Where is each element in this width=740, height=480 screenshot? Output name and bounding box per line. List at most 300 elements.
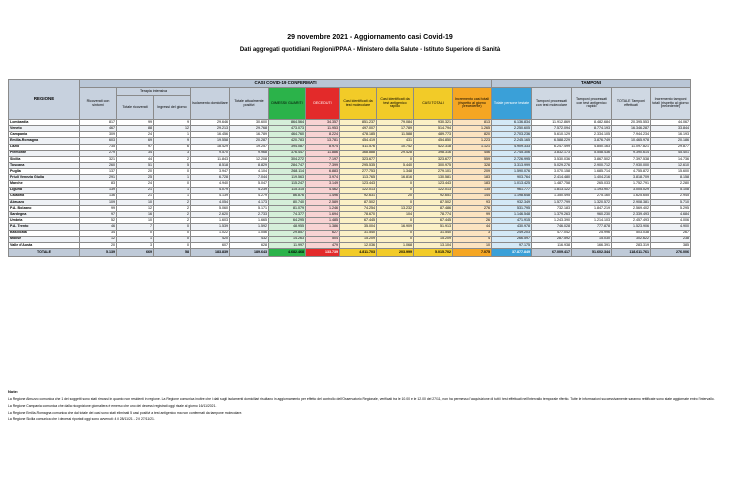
table-cell: 932.349 [492,199,532,205]
table-cell: 74.254 [340,205,377,211]
table-cell: 1.246 [306,205,340,211]
table-cell: 9 [154,138,191,144]
table-cell: 19.558 [191,138,230,144]
table-cell: 109 [80,199,117,205]
table-cell: 607 [191,242,230,248]
table-cell: 144 [453,193,492,199]
table-cell: 279.101 [414,169,453,175]
table-cell: 0 [154,169,191,175]
totals-cell: 4.811.703 [340,248,377,256]
table-cell: 603 [80,138,117,144]
table-cell: 420 [191,236,230,242]
totals-cell: 58 [154,248,191,256]
table-cell: 86.876 [269,193,306,199]
table-cell: 4.239 [230,187,269,193]
table-cell: 16.789 [230,132,269,138]
table-cell: 1.121 [453,144,492,150]
table-cell: 6.247.499 [532,144,572,150]
table-cell: 1.603 [191,218,230,224]
header-total-cases: CASI TOTALI [414,88,453,120]
table-cell: 628 [230,242,269,248]
table-cell: 2.250.605 [492,126,532,132]
totals-cell: 183.839 [191,248,230,256]
table-cell: 5.171 [230,205,269,211]
table-cell: 4.054 [191,199,230,205]
notes-label: Note: [8,389,19,394]
region-name: Friuli Venezia Giulia [9,175,80,181]
table-cell: 514.794 [414,126,453,132]
table-cell: 67.445 [414,218,453,224]
table-cell: 4.279 [230,193,269,199]
table-cell: 1 [154,132,191,138]
table-cell: 2 [154,205,191,211]
table-cell: 97.175 [492,242,532,248]
table-cell: 422.318 [414,144,453,150]
table-cell: 21 [117,187,154,193]
table-cell: 87.486 [414,205,453,211]
table-cell: 2 [154,212,191,218]
table-cell: 4 [453,236,492,242]
table-cell: 464.760 [269,132,306,138]
table-cell: 11.886 [306,150,340,156]
table-cell: 74.377 [269,212,306,218]
table-cell: 503.038 [612,230,651,236]
header-home-isolation: Isolamento domiciliare [191,88,230,120]
table-cell: 2 [154,218,191,224]
region-name: Valle d'Aosta [9,242,80,248]
table-cell: 268.114 [269,169,306,175]
table-cell: 123.443 [340,181,377,187]
table-cell: 2.589 [306,199,340,205]
table-cell: 115.315 [269,187,306,193]
table-cell: 6 [154,144,191,150]
region-name: Sardegna [9,212,80,218]
table-cell: 0 [377,181,414,187]
table-cell: 136 [80,193,117,199]
table-cell: 1.198.648 [492,193,532,199]
table-cell: 139 [80,187,117,193]
table-cell: 903.764 [492,175,532,181]
table-cell: 16.456 [191,132,230,138]
table-cell: 961.777 [492,187,532,193]
table-cell: 15.209 [414,236,453,242]
table-cell: 2.703.236 [492,132,532,138]
table-cell: 3.974 [306,175,340,181]
table-cell: 287.592 [532,236,572,242]
table-cell: 1.685.714 [572,169,612,175]
table-cell: 732.183 [532,205,572,211]
table-cell: 20 [80,242,117,248]
table-cell: 1.068 [377,242,414,248]
table-cell: 3 [154,150,191,156]
table-cell: 960.230 [572,212,612,218]
region-name: Emilia-Romagna [9,138,80,144]
totals-cell: 118.611.761 [612,248,651,256]
table-cell: 80.740 [269,199,306,205]
table-cell: 10 [117,218,154,224]
table-cell: 2.733 [230,212,269,218]
table-cell: 432 [230,236,269,242]
totals-cell: 7.075 [453,248,492,256]
header-current-positives: Totale attualmente positivi [230,88,269,120]
header-region: REGIONE [9,80,80,120]
table-cell: 9.968 [230,150,269,156]
table-cell: 2.339.493 [612,212,651,218]
table-cell: 5.710 [651,199,691,205]
totals-cell: 67.009.417 [532,248,572,256]
table-cell: 0 [154,242,191,248]
table-cell: 44 [117,156,154,162]
table-cell: 323.677 [340,156,377,162]
note-line: La Regione Sicilia comunica che i decessi riportati oggi sono avvenuti: 4 il 28/11/21 - 2 il 27/11/21. [8,417,155,422]
header-cases-antigen: Casi identificati da test antigenico rapido [377,88,414,120]
table-cell: 7.197 [306,156,340,162]
table-cell: 1.404.216 [572,175,612,181]
table-cell: 29.768 [230,126,269,132]
table-cell: 15.600 [651,169,691,175]
table-cell: 777.878 [572,224,612,230]
totals-cell: 4.682.468 [269,248,306,256]
table-cell: 16.193 [651,132,691,138]
region-name: Lazio [9,144,80,150]
table-cell: 7.399 [306,162,340,168]
table-cell: 87.502 [414,199,453,205]
table-cell: 1.379.263 [532,212,572,218]
table-cell: 398.316 [414,150,453,156]
table-cell: 46 [80,224,117,230]
table-cell: 473.073 [269,126,306,132]
table-cell: 5.029.276 [532,162,572,168]
header-tests-antigen: Tamponi processati con test antigenico rapido [572,88,612,120]
table-cell: 0 [377,156,414,162]
table-cell: 7.572.094 [532,126,572,132]
table-cell: 183 [453,181,492,187]
table-cell: 431 [377,138,414,144]
group-header-icu: Terapia intensiva [117,88,191,96]
table-cell: 2.414.480 [532,175,572,181]
table-cell: 13.781 [306,138,340,144]
table-cell: 4.684 [651,212,691,218]
table-cell: 119.563 [269,175,306,181]
table-cell: 851.237 [340,120,377,126]
table-cell: 411.576 [340,144,377,150]
table-cell: 83 [80,181,117,187]
table-cell: 14.263 [269,236,306,242]
table-cell: 3.867.502 [572,156,612,162]
table-cell: 6.728 [191,175,230,181]
table-cell: 3.005.029 [612,187,651,193]
header-tests-molecular: Tamponi processati con test molecolare [532,88,572,120]
table-cell: 1.022 [191,230,230,236]
table-cell: 267 [651,230,691,236]
table-cell: 735 [80,144,117,150]
table-cell: 69 [117,138,154,144]
header-case-increment: Incremento casi totali (rispetto al giorno precedente) [453,88,492,120]
table-cell: 456 [453,150,492,156]
table-cell: 17.789 [377,126,414,132]
region-name: P.A. Bolzano [9,205,80,211]
table-cell: 2.280 [651,181,691,187]
table-cell: 467 [80,126,117,132]
table-cell: 3 [453,230,492,236]
header-total-tests: TOTALE Tamponi effettuati [612,88,651,120]
table-cell: 1.487.758 [532,181,572,187]
table-cell: 284.747 [269,162,306,168]
header-deceased: DECEDUTI [306,88,340,120]
table-cell: 265.033 [572,181,612,187]
table-body [9,120,691,249]
table-cell: 7.044 [230,175,269,181]
table-cell: 11.588 [377,132,414,138]
table-cell: 6.883 [306,169,340,175]
table-cell: 183 [453,175,492,181]
table-cell: 3.070.158 [532,169,572,175]
totals-label: TOTALE [9,248,80,256]
totals-cell: 203.999 [377,248,414,256]
table-cell: 99 [453,212,492,218]
table-cell: 0 [377,236,414,242]
table-cell: 34 [117,150,154,156]
table-cell: 275.160 [572,193,612,199]
table-cell: 34 [80,230,117,236]
notes-section [8,389,728,424]
table-cell: 4.850.163 [572,144,612,150]
table-cell: 1.813.122 [532,187,572,193]
table-cell: 6.588.229 [532,138,572,144]
table-cell: 51.913 [414,224,453,230]
table-cell: 1 [117,236,154,242]
header-icu-total: Totale ricoverati [117,96,154,120]
table-cell: 1.592 [230,224,269,230]
region-name: Molise [9,236,80,242]
table-cell: 20.287 [230,138,269,144]
table-cell: 559 [453,156,492,162]
table-cell: 1.590.076 [492,169,532,175]
header-persons-tested: Totale persone testate [492,88,532,120]
table-cell: 304.272 [269,156,306,162]
table-cell: 3 [117,242,154,248]
table-cell: 11.843 [191,156,230,162]
table-cell: 48.955 [269,224,306,230]
table-cell: 6.136.834 [492,120,532,126]
table-cell: 0 [117,230,154,236]
table-cell: 8.974 [306,144,340,150]
table-cell: 20.186 [651,138,691,144]
table-cell: 1.214.103 [572,218,612,224]
table-cell: 454.850 [414,138,453,144]
table-cell: 44 [453,224,492,230]
table-cell: 4.940 [191,181,230,187]
table-cell: 2 [154,199,191,205]
table-cell: 1.223 [453,138,492,144]
table-cell: 2.245.165 [492,138,532,144]
header-hospitalized-symptoms: Ricoverati con sintomi [80,88,117,120]
table-cell: 1.348 [377,169,414,175]
table-cell: 130.581 [414,175,453,181]
table-cell: 309 [80,132,117,138]
table-cell: 260 [80,162,117,168]
table-cell: 7 [117,224,154,230]
table-cell: 1.056 [230,230,269,236]
table-cell: 10.742 [377,144,414,150]
table-cell: 1.243.390 [532,218,572,224]
header-recovered: DIMESSI/ GUARITI [269,88,306,120]
table-cell: 1.523.906 [612,224,651,230]
table-cell: 4.104 [230,169,269,175]
region-name: Lombardia [9,120,80,126]
table-cell: 24 [117,132,154,138]
table-cell: 166.391 [572,242,612,248]
table-cell: 45.401 [651,150,691,156]
table-cell: 104 [377,212,414,218]
table-cell: 52 [80,218,117,224]
table-cell: 12.036 [340,242,377,248]
table-cell: 2.334.105 [572,132,612,138]
table-cell: 123.443 [414,181,453,187]
table-cell: 93 [453,199,492,205]
table-cell: 368.888 [340,150,377,156]
table-cell: 16.909 [377,224,414,230]
table-cell: 122.013 [414,187,453,193]
table-cell: 25 [117,175,154,181]
table-cell: 12 [80,236,117,242]
table-cell: 5.610.129 [532,132,572,138]
table-cell: 279 [80,150,117,156]
table-cell: 29.428 [377,150,414,156]
totals-cell: 5.015.702 [414,248,453,256]
table-cell: 3.313.999 [492,162,532,168]
table-cell: 471.915 [492,218,532,224]
table-cell: 14.736 [651,156,691,162]
region-name: Toscana [9,162,80,168]
table-cell: 238 [651,236,691,242]
covid-data-table [8,79,691,257]
table-cell: 4.173 [230,199,269,205]
table-cell: 2.569.402 [612,205,651,211]
table-cell: 12.610 [651,162,691,168]
table-cell: 137 [80,169,117,175]
table-cell: 4.909.333 [492,144,532,150]
table-cell: 1.496 [306,193,340,199]
table-cell: 504 [306,236,340,242]
table-cell: 20.395.553 [612,120,651,126]
table-cell: 26 [453,218,492,224]
table-cell: 209 [453,169,492,175]
table-cell: 135 [453,187,492,193]
table-cell: 12.208 [230,156,269,162]
table-cell: 2.726.995 [492,156,532,162]
table-cell: 7.944.234 [612,132,651,138]
table-cell: 283.319 [612,242,651,248]
table-cell: 122.013 [340,187,377,193]
table-cell: 1.350.495 [532,193,572,199]
table-cell: 67.445 [340,218,377,224]
region-name: Abruzzo [9,199,80,205]
table-cell: 1.752.791 [612,181,651,187]
totals-cell: 133.739 [306,248,340,256]
table-cell: 7.397.538 [612,156,651,162]
table-cell: 12 [154,126,191,132]
table-cell: 1.577.799 [532,199,572,205]
table-cell: 51 [117,162,154,168]
table-cell: 2.945 [651,193,691,199]
table-cell: 376.447 [269,150,306,156]
note-line: La Regione Campania comunica che dalla ricognizione giornaliera è emerso che uno dei decessi registrati oggi risale al giorno 16/11/2021. [8,403,217,408]
region-name: Puglia [9,169,80,175]
table-cell: 8.518 [191,162,230,168]
region-name: Liguria [9,187,80,193]
table-cell: 20 [377,193,414,199]
table-cell: 479 [306,242,340,248]
table-cell: 1.539 [191,224,230,230]
table-cell: 497.007 [340,126,377,132]
table-cell: 78.774 [414,212,453,218]
table-cell: 31.540 [340,230,377,236]
table-cell: 8.774.193 [572,126,612,132]
note-line: La Regione Emilia-Romagna comunica che dal totale dei casi sono stati eliminati 5 casi positivi a test antigenico ma non confermati da tampone molecolare. [8,410,243,415]
table-cell: 3.832.173 [532,150,572,156]
table-cell: 627 [306,230,340,236]
table-cell: 746.028 [532,224,572,230]
table-cell: 35.004 [340,224,377,230]
table-cell: 1.013.425 [492,181,532,187]
totals-cell: 669 [117,248,154,256]
table-cell: 1 [154,187,191,193]
table-cell: 820 [453,132,492,138]
table-cell: 9.570 [191,150,230,156]
table-cell: 1.847.219 [572,205,612,211]
table-cell: 19.257 [230,144,269,150]
region-name: Piemonte [9,150,80,156]
table-cell: 0 [377,187,414,193]
table-cell: 21 [117,193,154,199]
table-cell: 13.232 [377,205,414,211]
table-cell: 1.665 [230,218,269,224]
table-cell: 16.816 [377,175,414,181]
header-test-increment: Incremento tamponi totali (rispetto al giorno precedente) [651,88,691,120]
group-header-confirmed: CASI COVID-19 CONFERMATI [80,80,492,88]
header-cases-molecular: Casi identificati da test molecolare [340,88,377,120]
table-cell: 478.185 [340,132,377,138]
table-cell: 2.908.381 [612,199,651,205]
table-cell: 0 [154,236,191,242]
table-cell: 328 [453,162,492,168]
table-cell: 24 [117,181,154,187]
table-cell: 3.818.709 [612,175,651,181]
table-cell: 2.457.493 [612,218,651,224]
table-cell: 3.876.749 [572,138,612,144]
table-cell: 4.139 [191,193,230,199]
table-cell: 1.320.572 [572,199,612,205]
table-cell: 11.912.869 [532,120,572,126]
table-cell: 300.975 [414,162,453,168]
table-cell: 1 [154,175,191,181]
page-subtitle: Dati aggregati quotidiani Regioni/PPAA - Ministero della Salute - Istituto Superiore di Sanità [239,47,501,53]
table-cell: 64.295 [269,218,306,224]
table-cell: 81.079 [269,205,306,211]
table-cell: 31.540 [414,230,453,236]
table-cell: 3.149 [306,181,340,187]
table-cell: 2 [154,156,191,162]
table-cell: 4.462 [306,187,340,193]
table-cell: 88 [117,126,154,132]
table-cell: 1.193.907 [572,187,612,193]
table-cell: 8.158 [651,175,691,181]
table-cell: 116.938 [532,242,572,248]
table-cell: 1.146.548 [492,212,532,218]
table-cell: 2.900.712 [572,162,612,168]
table-cell: 1.386 [306,224,340,230]
